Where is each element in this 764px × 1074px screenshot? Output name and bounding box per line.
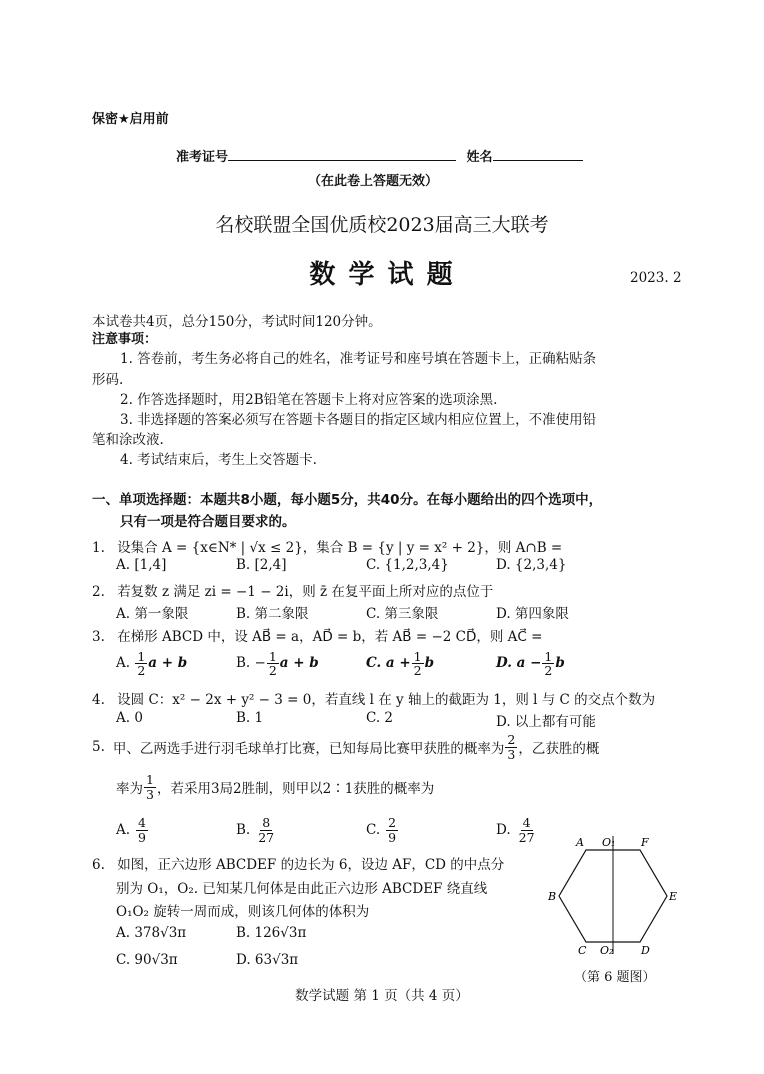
q5-text-2b: ，若采用3局2胜制，则甲以2∶1获胜的概率为 <box>156 781 435 797</box>
q4-option-b[interactable]: B. 1 <box>236 710 264 726</box>
q6-number: 6. <box>92 857 105 873</box>
q5-c-den: 9 <box>388 829 397 845</box>
name-field[interactable] <box>493 148 583 161</box>
q3-d-expr: b <box>555 655 565 672</box>
q4-option-c[interactable]: C. 2 <box>366 710 394 726</box>
q3-option-a[interactable] <box>116 650 187 677</box>
exam-id-label: 准考证号 <box>176 150 229 165</box>
q5-b-label: B. <box>236 822 251 838</box>
question-1 <box>92 536 562 556</box>
q4-text: 设圆 C：x² − 2x + y² − 3 = 0，若直线 l 在 y 轴上的截距为 1，则 l 与 C 的交点个数为 <box>117 692 656 708</box>
q6-option-d[interactable]: D. 63√3π <box>236 952 299 968</box>
q6-line-3: O₁O₂ 旋转一周而成，则该几何体的体积为 <box>116 904 370 920</box>
q4-option-a[interactable]: A. 0 <box>116 710 143 726</box>
point-o1-label: O₁ <box>602 836 616 849</box>
q3-a-expr: a + b <box>148 655 188 672</box>
q5-c-label: C. <box>366 822 381 838</box>
q5-b-num: 8 <box>262 815 271 831</box>
q6-option-a[interactable]: A. 378√3π <box>116 925 187 941</box>
point-o2-label: O₂ <box>600 944 614 957</box>
q3-d-num: 1 <box>544 649 553 664</box>
note-1a: 1. 答卷前，考生务必将自己的姓名，准考证号和座号填在答题卡上，正确粘贴条 <box>120 351 597 367</box>
q5-option-b[interactable] <box>236 812 277 848</box>
note-3b: 笔和涂改液. <box>92 432 164 448</box>
q3-a-den: 2 <box>137 663 146 679</box>
q3-d-den: 2 <box>544 663 553 679</box>
q5-a-label: A. <box>116 822 131 838</box>
q6-line-1: 如图，正六边形 ABCDEF 的边长为 6，设边 AF，CD 的中点分 <box>117 857 505 873</box>
q5-text-1b: ，乙获胜的概 <box>518 741 600 757</box>
q5-option-a[interactable] <box>116 812 149 848</box>
note-2: 2. 作答选择题时，用2B铅笔在答题卡上将对应答案的选项涂黑. <box>120 392 498 408</box>
q2-number: 2. <box>92 584 105 600</box>
question-6 <box>92 853 504 873</box>
q2-option-d[interactable]: D. 第四象限 <box>496 606 569 622</box>
q3-option-b[interactable] <box>236 650 319 677</box>
exam-date: 2023. 2 <box>630 270 682 286</box>
q1-option-a[interactable]: A. [1,4] <box>116 557 167 573</box>
q5-a-den: 9 <box>138 829 146 845</box>
q5-d-label: D. <box>496 822 511 838</box>
q6-option-b[interactable]: B. 126√3π <box>236 925 307 941</box>
note-4: 4. 考试结束后，考生上交答题卡. <box>120 452 317 468</box>
note-1b: 形码. <box>92 372 124 388</box>
q3-b-num: 1 <box>268 649 277 664</box>
q3-option-d[interactable] <box>496 650 565 677</box>
notes-title: 注意事项： <box>92 332 158 347</box>
q3-b-den: 2 <box>268 663 277 679</box>
section1-heading: 一、单项选择题：本题共8小题，每小题5分，共40分。在每小题给出的四个选项中， <box>92 492 603 508</box>
section1-heading-2: 只有一项是符合题目要求的。 <box>120 514 296 530</box>
vertex-e-label: E <box>669 890 678 903</box>
q5-d-num: 4 <box>522 815 531 831</box>
vertex-d-label: D <box>641 944 650 957</box>
q3-d-label: D. a − <box>496 655 542 672</box>
question-5 <box>92 730 599 764</box>
vertex-b-label: B <box>548 890 557 903</box>
q5-text-1: 甲、乙两选手进行羽毛球单打比赛，已知每局比赛甲获胜的概率为 <box>112 741 505 757</box>
q5-option-c[interactable] <box>366 812 399 848</box>
q2-option-b[interactable]: B. 第二象限 <box>236 606 309 622</box>
question-4 <box>92 688 655 708</box>
vertex-c-label: C <box>578 944 587 957</box>
q5-b-den: 27 <box>258 829 275 845</box>
vertex-a-label: A <box>576 836 584 849</box>
q3-b-expr: a + b <box>279 655 319 672</box>
q3-text: 在梯形 ABCD 中，设 AB⃗ = a，AD⃗ = b，若 AB⃗ = −2 CD⃗，则 AC⃗ = <box>117 629 543 645</box>
q1-option-b[interactable]: B. [2,4] <box>236 557 287 573</box>
q3-number: 3. <box>92 629 105 645</box>
q3-c-expr: b <box>424 655 435 672</box>
name-label: 姓名 <box>466 150 493 165</box>
question-3 <box>92 625 542 645</box>
vertex-f-label: F <box>641 836 649 849</box>
q5-number: 5. <box>92 739 105 755</box>
q6-line-2: 别为 O₁，O₂. 已知某几何体是由此正六边形 ABCDEF 绕直线 <box>116 881 488 897</box>
q1-text: 设集合 A = {x∈N* | √x ≤ 2}，集合 B = {y | y = x² + 2}，则 A∩B = <box>117 540 563 556</box>
exam-subtitle: 名校联盟全国优质校2023届高三大联考 <box>215 214 549 236</box>
q2-text: 若复数 z 满足 zi = −1 − 2i，则 z̄ 在复平面上所对应的点位于 <box>117 584 494 600</box>
q3-option-c[interactable] <box>366 650 434 677</box>
q3-c-num: 1 <box>413 649 422 664</box>
hexagon-figure <box>548 830 678 960</box>
q5-frac2-num: 1 <box>146 772 154 788</box>
confidential-mark: 保密★启用前 <box>92 112 169 127</box>
page-footer: 数学试题 第 1 页（共 4 页） <box>295 988 469 1004</box>
q5-c-num: 2 <box>388 815 397 831</box>
q5-frac1-num: 2 <box>507 732 516 748</box>
q4-option-d[interactable]: D. 以上都有可能 <box>496 714 596 730</box>
q5-text-2a: 率为 <box>116 781 143 797</box>
page-title: 数 学 试 题 <box>309 260 455 290</box>
q3-a-label: A. <box>116 655 131 672</box>
q1-option-c[interactable]: C. {1,2,3,4} <box>366 557 449 573</box>
q2-option-a[interactable]: A. 第一象限 <box>116 606 189 622</box>
question-2 <box>92 580 493 600</box>
q5-frac2-den: 3 <box>146 786 154 802</box>
invalid-note: （在此卷上答题无效） <box>308 174 439 189</box>
q3-c-den: 2 <box>413 663 422 679</box>
intro-summary: 本试卷共4页，总分150分，考试时间120分钟。 <box>92 314 382 330</box>
q5-d-den: 27 <box>518 829 535 845</box>
question-5-line2 <box>116 770 434 804</box>
figure-caption: （第 6 题图） <box>574 970 656 985</box>
q4-number: 4. <box>92 692 105 708</box>
q1-option-d[interactable]: D. {2,3,4} <box>496 557 567 573</box>
exam-id-row <box>176 146 583 165</box>
q3-b-label: B. − <box>236 655 266 672</box>
q5-frac1-den: 3 <box>507 746 516 762</box>
note-3a: 3. 非选择题的答案必须写在答题卡各题目的指定区域内相应位置上，不准使用铅 <box>120 412 597 428</box>
q5-a-num: 4 <box>138 815 146 831</box>
q3-a-num: 1 <box>137 649 146 664</box>
q6-option-c[interactable]: C. 90√3π <box>116 952 178 968</box>
q1-number: 1. <box>92 540 105 556</box>
q5-option-d[interactable] <box>496 812 538 848</box>
exam-id-field[interactable] <box>228 148 456 161</box>
q3-c-label: C. a + <box>366 655 411 672</box>
q2-option-c[interactable]: C. 第三象限 <box>366 606 439 622</box>
